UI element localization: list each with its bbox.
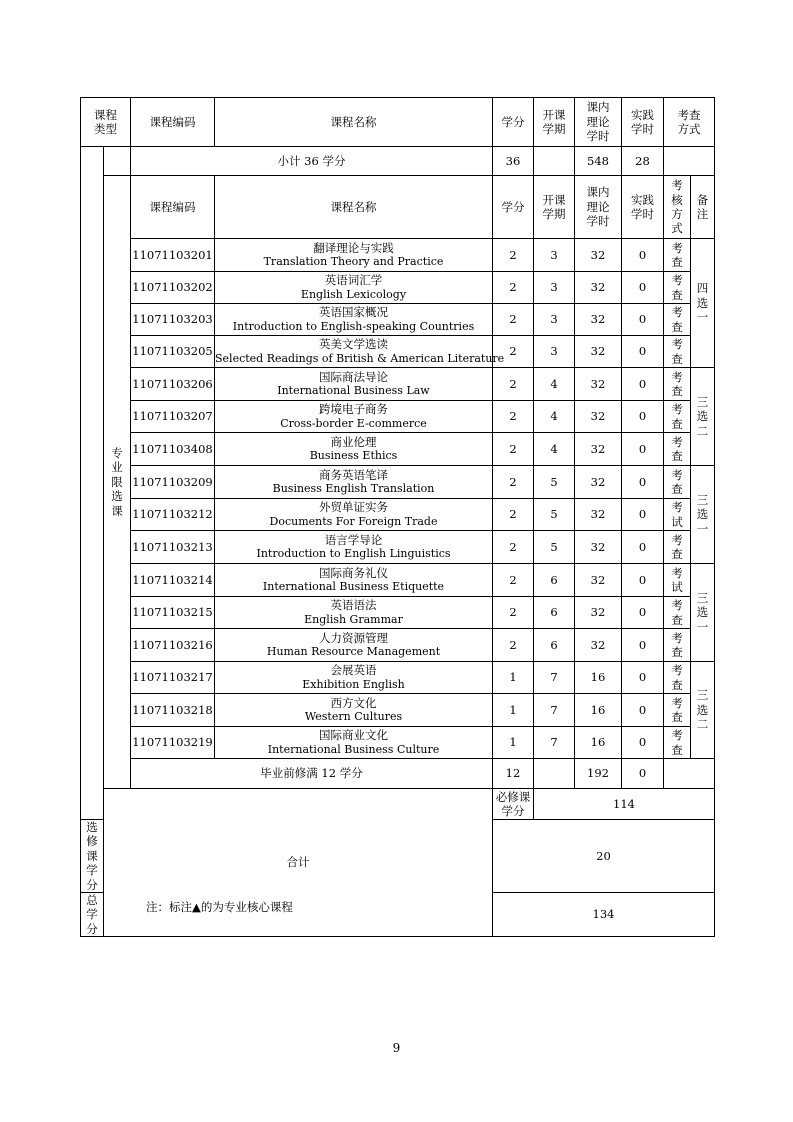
course-theory-hours: 32: [575, 531, 622, 564]
course-credit: 2: [493, 239, 534, 272]
course-name: [215, 433, 493, 466]
header-type: 课程 类型: [81, 98, 131, 147]
course-term: 5: [534, 531, 575, 564]
remark-group: 三 选 二: [691, 662, 715, 759]
course-code: 11071103213: [131, 531, 215, 564]
section-header-term: 开课 学期: [534, 176, 575, 239]
section-footer-practice-hours: 0: [622, 759, 664, 789]
course-practice-hours: 0: [622, 597, 664, 629]
course-theory-hours: 32: [575, 304, 622, 336]
subtotal-theory-hours: 548: [575, 147, 622, 176]
course-exam: 考 试: [664, 499, 691, 531]
course-row: [81, 499, 715, 531]
course-code: 11071103205: [131, 336, 215, 368]
course-exam: 考 查: [664, 597, 691, 629]
course-practice-hours: 0: [622, 304, 664, 336]
course-name: [215, 239, 493, 272]
course-name-en: Business English Translation: [272, 482, 435, 496]
course-exam: 考 查: [664, 531, 691, 564]
course-name-zh: 国际商法导论: [319, 369, 388, 384]
course-term: 3: [534, 239, 575, 272]
course-name: [215, 368, 493, 401]
course-theory-hours: 32: [575, 401, 622, 433]
course-theory-hours: 32: [575, 368, 622, 401]
course-theory-hours: 32: [575, 499, 622, 531]
course-term: 7: [534, 662, 575, 694]
course-code: 11071103408: [131, 433, 215, 466]
section-footer-term: [534, 759, 575, 789]
course-name: [215, 564, 493, 597]
course-name-zh: 会展英语: [330, 663, 377, 678]
course-name-zh: 国际商业文化: [319, 728, 388, 743]
course-practice-hours: 0: [622, 531, 664, 564]
total-item-value: 20: [493, 820, 715, 893]
section-header-practice-hours: 实践 学时: [622, 176, 664, 239]
section-header-exam: 考 核 方 式: [664, 176, 691, 239]
subtotal-row: [81, 147, 715, 176]
course-theory-hours: 32: [575, 433, 622, 466]
course-name-zh: 英语词汇学: [324, 273, 383, 288]
table-body: [81, 98, 715, 937]
course-name-en: Business Ethics: [309, 449, 398, 463]
subtotal-label: 小计 36 学分: [131, 147, 493, 176]
header-term: 开课 学期: [534, 98, 575, 147]
course-practice-hours: 0: [622, 433, 664, 466]
header-exam: 考查 方式: [664, 98, 715, 147]
course-name: [215, 336, 505, 368]
course-row: [81, 531, 715, 564]
course-exam: 考 查: [664, 336, 691, 368]
course-code: 11071103215: [131, 597, 215, 629]
total-label: 合计: [104, 789, 493, 937]
course-name-en: English Grammar: [304, 612, 403, 626]
course-exam: 考 查: [664, 368, 691, 401]
page-number: 9: [392, 1041, 401, 1055]
section-footer-row: [81, 759, 715, 789]
course-exam: 考 查: [664, 629, 691, 662]
course-practice-hours: 0: [622, 239, 664, 272]
course-row: [81, 564, 715, 597]
course-credit: 2: [493, 597, 534, 629]
course-row: [81, 466, 715, 499]
section-footer-theory-hours: 192: [575, 759, 622, 789]
course-code: 11071103212: [131, 499, 215, 531]
course-theory-hours: 32: [575, 272, 622, 304]
course-credit: 1: [493, 662, 534, 694]
course-code: 11071103203: [131, 304, 215, 336]
course-credit: 2: [493, 272, 534, 304]
course-name-en: Western Cultures: [304, 710, 403, 724]
course-name-en: Documents For Foreign Trade: [269, 514, 438, 528]
course-row: [81, 272, 715, 304]
course-credit: 2: [493, 401, 534, 433]
section-header-remark: 备 注: [691, 176, 715, 239]
course-name-en: English Lexicology: [300, 287, 407, 301]
subtotal-credit: 36: [493, 147, 534, 176]
course-term: 7: [534, 727, 575, 759]
course-row: [81, 629, 715, 662]
course-name-en: International Business Culture: [267, 742, 440, 756]
course-name-en: International Business Etiquette: [262, 580, 445, 594]
course-name-en: Selected Readings of British & American Literature: [215, 351, 505, 365]
course-name-en: Human Resource Management: [266, 645, 441, 659]
course-code: 11071103202: [131, 272, 215, 304]
course-credit: 2: [493, 304, 534, 336]
course-practice-hours: 0: [622, 466, 664, 499]
course-credit: 2: [493, 433, 534, 466]
total-item-label: 选修课学分: [81, 820, 104, 893]
course-name-zh: 英美文学选读: [319, 337, 388, 352]
course-name-zh: 跨境电子商务: [319, 402, 388, 417]
course-exam: 考 查: [664, 433, 691, 466]
course-practice-hours: 0: [622, 727, 664, 759]
course-table: [80, 97, 715, 937]
course-row: [81, 401, 715, 433]
section-header-credit: 学分: [493, 176, 534, 239]
course-term: 7: [534, 694, 575, 727]
course-row: [81, 727, 715, 759]
remark-group: 四 选 一: [691, 239, 715, 368]
course-term: 3: [534, 336, 575, 368]
section-header-row: [81, 176, 715, 239]
course-name-zh: 西方文化: [330, 695, 377, 710]
course-term: 6: [534, 564, 575, 597]
header-practice-hours: 实践 学时: [622, 98, 664, 147]
course-row: [81, 694, 715, 727]
section-label: 专 业 限 选 课: [104, 176, 131, 789]
course-credit: 2: [493, 531, 534, 564]
course-term: 6: [534, 597, 575, 629]
subtotal-term: [534, 147, 575, 176]
course-credit: 1: [493, 727, 534, 759]
course-term: 3: [534, 272, 575, 304]
course-practice-hours: 0: [622, 368, 664, 401]
course-code: 11071103217: [131, 662, 215, 694]
course-name-zh: 英语语法: [330, 598, 377, 613]
course-exam: 考 查: [664, 304, 691, 336]
course-code: 11071103201: [131, 239, 215, 272]
course-name: [215, 272, 493, 304]
outer-category-cell: [81, 147, 104, 820]
course-term: 6: [534, 629, 575, 662]
section-footer-credit: 12: [493, 759, 534, 789]
remark-group: 三 选 一: [691, 564, 715, 662]
course-practice-hours: 0: [622, 336, 664, 368]
section-footer-label: 毕业前修满 12 学分: [131, 759, 493, 789]
course-name: [215, 727, 493, 759]
header-code: 课程编码: [131, 98, 215, 147]
course-term: 5: [534, 466, 575, 499]
course-row: [81, 597, 715, 629]
course-theory-hours: 16: [575, 694, 622, 727]
course-practice-hours: 0: [622, 564, 664, 597]
course-theory-hours: 32: [575, 629, 622, 662]
course-term: 5: [534, 499, 575, 531]
header-theory-hours: 课内 理论 学时: [575, 98, 622, 147]
course-exam: 考 查: [664, 662, 691, 694]
course-name-zh: 英语国家概况: [319, 305, 388, 320]
course-name-zh: 语言学导论: [324, 532, 383, 547]
course-name: [215, 466, 493, 499]
course-name: [215, 499, 493, 531]
course-name: [215, 401, 493, 433]
course-row: [81, 433, 715, 466]
course-exam: 考 查: [664, 466, 691, 499]
course-code: 11071103219: [131, 727, 215, 759]
course-code: 11071103216: [131, 629, 215, 662]
course-theory-hours: 32: [575, 336, 622, 368]
total-item-label: 必修课学分: [493, 789, 534, 820]
header-row: [81, 98, 715, 147]
course-code: 11071103218: [131, 694, 215, 727]
course-theory-hours: 32: [575, 239, 622, 272]
course-name: [215, 694, 493, 727]
course-term: 4: [534, 368, 575, 401]
section-footer-blank: [664, 759, 715, 789]
course-theory-hours: 32: [575, 466, 622, 499]
course-name: [215, 531, 493, 564]
course-name-en: Translation Theory and Practice: [263, 255, 444, 269]
course-credit: 2: [493, 336, 534, 368]
course-code: 11071103207: [131, 401, 215, 433]
course-practice-hours: 0: [622, 629, 664, 662]
course-name: [215, 629, 493, 662]
course-exam: 考 试: [664, 564, 691, 597]
course-credit: 2: [493, 466, 534, 499]
course-theory-hours: 16: [575, 662, 622, 694]
header-name: 课程名称: [215, 98, 493, 147]
course-theory-hours: 32: [575, 564, 622, 597]
course-exam: 考 查: [664, 272, 691, 304]
course-practice-hours: 0: [622, 694, 664, 727]
course-name-zh: 商务英语笔译: [319, 467, 388, 482]
course-term: 3: [534, 304, 575, 336]
course-row: [81, 239, 715, 272]
subtotal-blank-cell: [104, 147, 131, 176]
course-row: [81, 336, 715, 368]
total-row: [81, 789, 715, 820]
course-practice-hours: 0: [622, 662, 664, 694]
course-name-zh: 商业伦理: [330, 434, 377, 449]
course-name: [215, 597, 493, 629]
course-name-en: Introduction to English Linguistics: [256, 547, 451, 561]
course-name: [215, 304, 493, 336]
total-item-label: 总学分: [81, 892, 104, 936]
course-name-zh: 翻译理论与实践: [313, 240, 394, 255]
course-exam: 考 查: [664, 239, 691, 272]
course-name-en: International Business Law: [277, 384, 430, 398]
section-header-theory-hours: 课内 理论 学时: [575, 176, 622, 239]
course-code: 11071103209: [131, 466, 215, 499]
course-row: [81, 368, 715, 401]
course-credit: 1: [493, 694, 534, 727]
course-exam: 考 查: [664, 401, 691, 433]
course-credit: 2: [493, 629, 534, 662]
course-theory-hours: 16: [575, 727, 622, 759]
course-row: [81, 304, 715, 336]
course-term: 4: [534, 401, 575, 433]
course-theory-hours: 32: [575, 597, 622, 629]
remark-group: 三 选 二: [691, 368, 715, 466]
course-name-zh: 国际商务礼仪: [319, 565, 388, 580]
course-credit: 2: [493, 368, 534, 401]
course-name-en: Cross-border E-commerce: [280, 416, 427, 430]
course-row: [81, 662, 715, 694]
section-header-code: 课程编码: [131, 176, 215, 239]
course-credit: 2: [493, 499, 534, 531]
course-practice-hours: 0: [622, 401, 664, 433]
course-exam: 考 查: [664, 694, 691, 727]
course-name-zh: 外贸单证实务: [319, 500, 388, 515]
total-item-value: 134: [493, 892, 715, 936]
subtotal-exam-blank: [664, 147, 715, 176]
course-term: 4: [534, 433, 575, 466]
header-credit: 学分: [493, 98, 534, 147]
total-item-value: 114: [534, 789, 715, 820]
course-name-en: Introduction to English-speaking Countries: [232, 319, 475, 333]
course-exam: 考 查: [664, 727, 691, 759]
course-name: [215, 662, 493, 694]
course-practice-hours: 0: [622, 272, 664, 304]
course-code: 11071103214: [131, 564, 215, 597]
course-name-en: Exhibition English: [302, 677, 405, 691]
course-credit: 2: [493, 564, 534, 597]
subtotal-practice-hours: 28: [622, 147, 664, 176]
course-practice-hours: 0: [622, 499, 664, 531]
course-code: 11071103206: [131, 368, 215, 401]
remark-group: 三 选 一: [691, 466, 715, 564]
footnote: 注：标注▲的为专业核心课程: [146, 900, 293, 914]
section-header-name: 课程名称: [215, 176, 493, 239]
course-name-zh: 人力资源管理: [319, 630, 388, 645]
